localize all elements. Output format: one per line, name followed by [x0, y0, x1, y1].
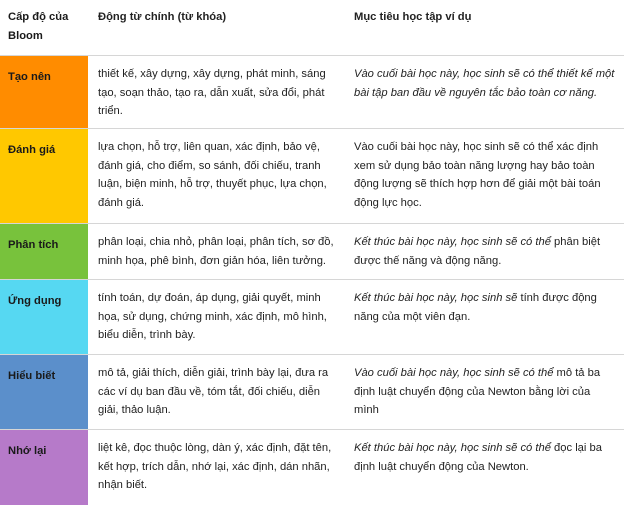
- goal-cell: [346, 355, 624, 429]
- goal-rest: Vào cuối bài học này, học sinh sẽ có thể xác định xem sử dụng bảo toàn năng lượng hay bảo toàn động lượng sẽ thích hợp hơn để giải một bài toán động lực học.: [354, 141, 601, 209]
- goal-cell: [346, 430, 624, 505]
- goal-rest: đọc lại ba định luật chuyển động của Newton.: [354, 442, 602, 473]
- table-row-analyze: [0, 224, 624, 280]
- goal-cell: [346, 129, 624, 223]
- verbs-cell: phân loại, chia nhỏ, phân loại, phân tích, sơ đồ, minh họa, phê bình, đơn giản hóa, liên tưởng.: [98, 236, 334, 267]
- level-cell: Ứng dụng: [0, 280, 88, 354]
- level-cell: Tạo nên: [0, 56, 88, 128]
- verbs-cell: liệt kê, đọc thuộc lòng, dàn ý, xác định, đặt tên, kết hợp, trích dẫn, nhớ lại, xác định, dán nhãn, nhận biết.: [98, 442, 332, 491]
- goal-lead: Kết thúc bài học này, học sinh sẽ có thể: [354, 442, 555, 454]
- verbs-cell: thiết kế, xây dựng, xây dựng, phát minh, sáng tạo, soạn thảo, tạo ra, dẫn xuất, sửa đổi, phát triển.: [98, 68, 326, 117]
- table-row-remember: [0, 430, 624, 505]
- goal-rest: tính được động năng của một viên đạn.: [354, 292, 597, 323]
- header-level: Cấp độ của Bloom: [8, 11, 69, 42]
- goal-lead: Kết thúc bài học này, học sinh sẽ: [354, 292, 521, 304]
- table-row-apply: [0, 280, 624, 355]
- level-cell: Phân tích: [0, 224, 88, 279]
- goal-lead: Vào cuối bài học này, học sinh sẽ có thể thiết kế một bài tập ban đầu về nguyên tắc bảo toàn cơ năng.: [354, 68, 615, 99]
- level-cell: Đánh giá: [0, 129, 88, 223]
- level-cell: Nhớ lại: [0, 430, 88, 505]
- goal-rest: mô tả ba định luật chuyển động của Newton bằng lời của mình: [354, 367, 601, 416]
- level-cell: Hiểu biết: [0, 355, 88, 429]
- goal-cell: [346, 224, 624, 279]
- verbs-cell: tính toán, dự đoán, áp dụng, giải quyết, minh họa, sử dụng, chứng minh, xác định, mô hình, biểu diễn, trình bày.: [98, 292, 327, 341]
- goal-cell: [346, 56, 624, 128]
- goal-lead: Vào cuối bài học này, học sinh sẽ có thể: [354, 367, 557, 379]
- goal-lead: Kết thúc bài học này, học sinh sẽ có thể: [354, 236, 555, 248]
- verbs-cell: lựa chọn, hỗ trợ, liên quan, xác định, bảo vệ, đánh giá, cho điểm, so sánh, đối chiếu, tranh luận, biện minh, hỗ trợ, thuyết phục, lựa chọn, đánh giá.: [98, 141, 327, 209]
- verbs-cell: mô tả, giải thích, diễn giải, trình bày lại, đưa ra các ví dụ ban đầu về, tóm tắt, đối chiếu, diễn giải, thảo luận.: [98, 367, 329, 416]
- goal-rest: phân biệt được thế năng và động năng.: [354, 236, 601, 267]
- table-row-understand: [0, 355, 624, 430]
- table-row-evaluate: [0, 129, 624, 224]
- table-row-create: [0, 56, 624, 129]
- goal-cell: [346, 280, 624, 354]
- header-verbs: Động từ chính (từ khóa): [98, 11, 227, 23]
- table-header-row: [0, 0, 624, 56]
- header-goals: Mục tiêu học tập ví dụ: [354, 11, 472, 23]
